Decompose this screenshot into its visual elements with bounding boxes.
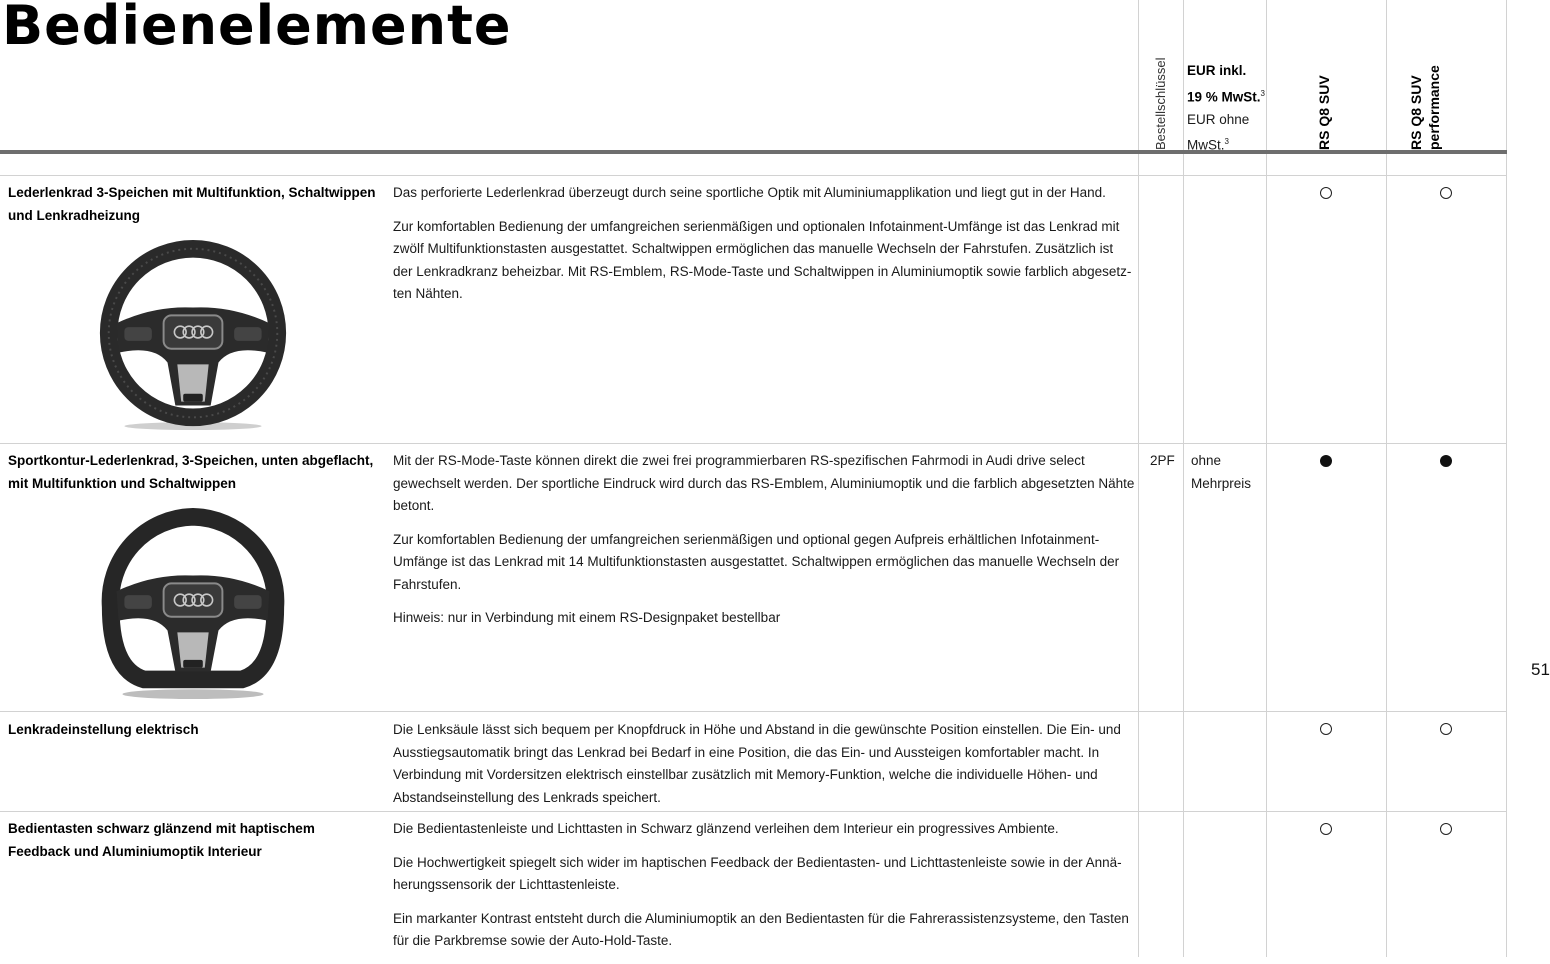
description-paragraph: Zur komfortablen Bedienung der umfangreichen serienmäßigen und optionalen Infotainment-Umfänge ist das Lenkrad mit zwölf Multifunktionstasten ausgestattet. Schaltwippen ermöglichen das manuelle Wechseln der Fahrstufen. Zusätzlich ist der Lenkradkranz beheizbar. Mit RS-Emblem, RS-Mode-Taste und Schaltwippen in Aluminiumoptik sowie farblich abgesetzten Nähten. bbox=[393, 218, 1132, 301]
description-paragraph: Die Lenksäule lässt sich bequem per Knopfdruck in Höhe und Abstand in die gewünschte Position einstellen. Die Ein- und Ausstiegsautomatik bringt das Lenkrad bei Bedarf in eine Position, die das Ein- und Aussteigen komfortabler macht. In Verbindung mit Vordersitzen elektrisch einstellbar zusätzlich mit Memory-Funktion, welche die individuelle Höhen- und Abstandseinstellung des Lenkrads speichert. bbox=[393, 722, 1121, 805]
price-incl-line1: EUR inkl. bbox=[1187, 63, 1247, 78]
row-title-leather-wheel: Lederlenkrad 3-Speichen mit Multifunktion, Schaltwippen und Lenkradheizung bbox=[8, 185, 376, 223]
column-divider bbox=[1183, 0, 1184, 957]
standard-mark-icon bbox=[1440, 455, 1452, 467]
optional-mark-icon bbox=[1440, 187, 1452, 199]
price-excl-line2: MwSt. bbox=[1187, 137, 1225, 153]
row-description bbox=[393, 818, 1135, 964]
column-header-price bbox=[1187, 60, 1267, 157]
column-divider bbox=[1138, 0, 1139, 957]
column-divider bbox=[1506, 0, 1507, 957]
header-rule bbox=[0, 150, 1507, 154]
optional-mark-icon bbox=[1320, 823, 1332, 835]
optional-mark-icon bbox=[1320, 187, 1332, 199]
description-paragraph: Mit der RS-Mode-Taste können direkt die zwei frei programmierbaren RS-spezifischen Fahrmodi in Audi drive select gewechselt werden. Der sportliche Eindruck wird durch das RS-Emblem, Aluminiumoptik und die farblich abgesetzten Nähte betont. bbox=[393, 453, 1135, 513]
row-description bbox=[393, 182, 1135, 317]
steering-wheel-round-icon bbox=[95, 237, 291, 433]
row-title-control-buttons: Bedientasten schwarz glänzend mit haptischem Feedback und Aluminiumoptik Interieur bbox=[8, 821, 315, 859]
row-title-sport-wheel: Sportkontur-Lederlenkrad, 3-Speichen, unten abgeflacht, mit Multifunktion und Schaltwippen bbox=[8, 453, 374, 491]
page-number: 51 bbox=[1531, 660, 1550, 679]
row-divider bbox=[0, 711, 1507, 712]
column-header-model-2 bbox=[1407, 65, 1443, 150]
row-description bbox=[393, 450, 1135, 641]
column-divider bbox=[1386, 0, 1387, 957]
row-title-steering-adjust: Lenkradeinstellung elektrisch bbox=[8, 722, 199, 737]
description-paragraph: Hinweis: nur in Verbindung mit einem RS-Designpaket bestellbar bbox=[393, 610, 781, 625]
steering-wheel-flat-bottom-icon bbox=[95, 505, 291, 701]
order-key: 2PF bbox=[1150, 453, 1175, 468]
row-divider bbox=[0, 175, 1507, 176]
optional-mark-icon bbox=[1440, 823, 1452, 835]
description-paragraph: Die Hochwertigkeit spiegelt sich wider im haptischen Feedback der Bedientasten- und Lichttastenleiste sowie in der Annäherungssensorik der Lichttastenleiste. bbox=[393, 854, 1122, 892]
footnote-ref: 3 bbox=[1260, 88, 1265, 98]
model-2-line2: performance bbox=[1426, 65, 1442, 150]
optional-mark-icon bbox=[1440, 723, 1452, 735]
row-divider bbox=[0, 443, 1507, 444]
column-header-model-1: RS Q8 SUV bbox=[1316, 75, 1332, 150]
page-title: Bedienelemente bbox=[2, 0, 512, 57]
standard-mark-icon bbox=[1320, 455, 1332, 467]
price-incl-line2: 19 % MwSt. bbox=[1187, 89, 1261, 104]
description-paragraph: Die Bedientastenleiste und Lichttasten in Schwarz glänzend verleihen dem Interieur ein progressives Ambiente. bbox=[393, 821, 1059, 836]
optional-mark-icon bbox=[1320, 723, 1332, 735]
footnote-ref: 3 bbox=[1224, 137, 1229, 146]
description-paragraph: Das perforierte Lederlenkrad überzeugt durch seine sportliche Optik mit Aluminiumapplikation und liegt gut in der Hand. bbox=[393, 185, 1106, 200]
description-paragraph: Ein markanter Kontrast entsteht durch die Aluminiumoptik an den Bedientasten für die Fahrerassistenzsysteme, den Tasten für die Parkbremse sowie der Auto-Hold-Taste. bbox=[393, 910, 1129, 948]
row-description bbox=[393, 719, 1135, 820]
model-2-line1: RS Q8 SUV bbox=[1408, 75, 1424, 150]
column-header-order-key: Bestellschlüssel bbox=[1153, 57, 1168, 150]
price-value: ohne Mehrpreis bbox=[1191, 453, 1252, 491]
price-excl-line1: EUR ohne bbox=[1187, 111, 1250, 127]
description-paragraph: Zur komfortablen Bedienung der umfangreichen serienmäßigen und optional gegen Aufpreis erhältlichen Infotainment-Umfänge ist das Lenkrad mit 14 Multifunktionstasten ausgestattet. Schaltwippen ermöglichen das manuelle Wechseln der Fahrstufen. bbox=[393, 531, 1120, 592]
